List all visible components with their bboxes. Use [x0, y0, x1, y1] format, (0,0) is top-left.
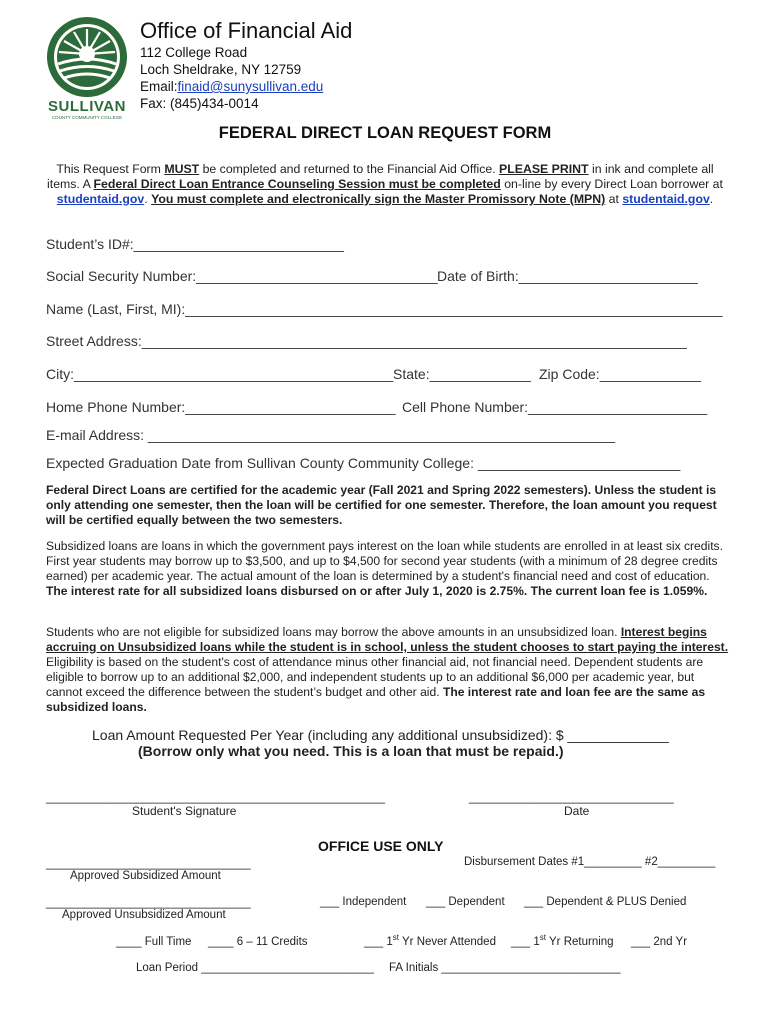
- address-line-1: 112 College Road: [140, 45, 248, 60]
- first-year-returning-checkbox[interactable]: [511, 933, 614, 948]
- first-year-never-attended-checkbox[interactable]: [364, 933, 496, 948]
- loan-amount-field[interactable]: Loan Amount Requested Per Year (including any additional unsubsidized): $ _____________: [92, 727, 669, 743]
- ssn-field[interactable]: Social Security Number:_______________________________: [46, 268, 438, 284]
- logo-text: SULLIVAN: [48, 98, 126, 115]
- email-field[interactable]: E-mail Address: ____________________________________________________________: [46, 427, 616, 443]
- state-field[interactable]: State:_____________: [393, 366, 531, 382]
- intro-text: This Request Form: [56, 162, 165, 176]
- never-attended-sup: st: [392, 933, 400, 943]
- student-id-field[interactable]: Student’s ID#:___________________________: [46, 236, 344, 252]
- subsidized-interest-text: The interest rate for all subsidized loans disbursed on or after July 1, 2020 is 2.75%. The current loan fee is 1.059%.: [46, 584, 708, 598]
- second-year-checkbox[interactable]: ___ 2nd Yr: [631, 936, 688, 948]
- unsubsidized-rate-text: The interest rate and loan fee are the same as subsidized loans.: [46, 685, 706, 714]
- unsubsidized-eligibility-text: Eligibility is based on the student's cost of attendance minus other financial aid, not financial need. Dependent students are eligible to borrow up to an additional $2,000, and independent students up to an additional $6,000 per academic year, but cannot exceed the difference between the student’s budget and other aid.: [46, 655, 704, 699]
- mpn-emphasis: You must complete and electronically sign the Master Promissory Note (MPN): [151, 192, 606, 206]
- must-emphasis: MUST: [164, 162, 200, 176]
- certification-paragraph: Federal Direct Loans are certified for the academic year (Fall 2021 and Spring 2022 semesters). Unless the student is only attending one semester, then the loan will be certified for one semester. Therefore, the loan amount you request will be certified equally between the two semesters.: [46, 483, 717, 527]
- studentaid-link-2[interactable]: studentaid.gov: [622, 192, 710, 206]
- email-link[interactable]: finaid@sunysullivan.edu: [177, 79, 324, 94]
- approved-unsubsidized-label: Approved Unsubsidized Amount: [62, 909, 226, 921]
- office-title: Office of Financial Aid: [140, 18, 353, 43]
- home-phone-field[interactable]: Home Phone Number:___________________________: [46, 399, 396, 415]
- form-title: FEDERAL DIRECT LOAN REQUEST FORM: [218, 124, 552, 142]
- approved-subsidized-line[interactable]: ________________________________: [46, 858, 251, 870]
- dependent-plus-denied-checkbox[interactable]: ___ Dependent & PLUS Denied: [524, 896, 687, 908]
- approved-unsubsidized-line[interactable]: ________________________________: [46, 897, 251, 909]
- never-attended-text: Yr Never Attended: [399, 936, 496, 948]
- date-label: Date: [564, 804, 590, 818]
- returning-text: Yr Returning: [546, 936, 614, 948]
- address-line-2: Loch Sheldrake, NY 12759: [140, 62, 302, 77]
- street-address-field[interactable]: Street Address:______________________________________________________________________: [46, 333, 687, 349]
- name-field[interactable]: Name (Last, First, MI):_____________________________________________________________________: [46, 301, 723, 317]
- cell-phone-field[interactable]: Cell Phone Number:_______________________: [402, 399, 708, 415]
- subsidized-text: Subsidized loans are loans in which the government pays interest on the loan while students are enrolled in at least six credits. First year students may borrow up to $3,500, and up to $4,500 for second year students (with a minimum of 28 degree credits earned) per academic year. The actual amount of the loan is determined by a student's financial need and cost of education.: [46, 539, 723, 583]
- independent-checkbox[interactable]: ___ Independent: [320, 896, 407, 908]
- loan-repay-note: (Borrow only what you need. This is a loan that must be repaid.): [138, 743, 564, 759]
- subsidized-paragraph: [46, 539, 730, 599]
- intro-text: at: [605, 192, 623, 206]
- approved-subsidized-label: Approved Subsidized Amount: [70, 870, 221, 882]
- disbursement-dates-field[interactable]: Disbursement Dates #1_________ #2_________: [464, 856, 716, 868]
- intro-text: .: [709, 192, 714, 206]
- logo-subtext: COUNTY COMMUNITY COLLEGE: [51, 115, 123, 120]
- returning-text: ___ 1: [511, 936, 540, 948]
- email-label: Email:: [140, 79, 178, 94]
- fa-initials-field[interactable]: FA Initials ____________________________: [389, 962, 621, 974]
- intro-text: be completed and returned to the Financial Aid Office.: [199, 162, 500, 176]
- college-logo: [44, 14, 130, 120]
- intro-text: on-line by every Direct Loan borrower at: [500, 177, 723, 191]
- full-time-checkbox[interactable]: ____ Full Time: [116, 936, 192, 948]
- city-field[interactable]: City:_________________________________________: [46, 366, 394, 382]
- never-attended-text: ___ 1: [364, 936, 393, 948]
- intro-text: in ink and complete all items. A: [47, 162, 714, 191]
- intro-text: .: [144, 192, 152, 206]
- studentaid-link-1[interactable]: studentaid.gov: [56, 192, 145, 206]
- intro-paragraph: [40, 162, 730, 207]
- graduation-date-field[interactable]: Expected Graduation Date from Sullivan County Community College: __________________________: [46, 455, 681, 471]
- credits-checkbox[interactable]: ____ 6 – 11 Credits: [208, 936, 308, 948]
- signature-line[interactable]: _____________________________________________________: [46, 792, 385, 804]
- returning-sup: st: [539, 933, 547, 943]
- email-line: [140, 79, 323, 94]
- unsubsidized-text: Students who are not eligible for subsidized loans may borrow the above amounts in an unsubsidized loan.: [46, 625, 621, 639]
- date-line[interactable]: ________________________________: [469, 792, 674, 804]
- zip-code-field[interactable]: Zip Code:_____________: [539, 366, 701, 382]
- fax-line: Fax: (845)434-0014: [140, 96, 259, 111]
- loan-period-field[interactable]: Loan Period ___________________________: [136, 962, 374, 974]
- entrance-counseling-emphasis: Federal Direct Loan Entrance Counseling Session must be completed: [93, 177, 501, 191]
- office-use-title: OFFICE USE ONLY: [318, 838, 444, 854]
- unsubsidized-interest-text: Interest begins accruing on Unsubsidized loans while the student is in school, unless the student chooses to start paying the interest.: [46, 625, 729, 654]
- dob-field[interactable]: Date of Birth:_______________________: [437, 268, 698, 284]
- unsubsidized-paragraph: [46, 625, 730, 715]
- dependent-checkbox[interactable]: ___ Dependent: [426, 896, 505, 908]
- signature-label: Student's Signature: [132, 804, 237, 818]
- please-print-emphasis: PLEASE PRINT: [499, 162, 589, 176]
- sullivan-seal-icon: [44, 14, 130, 100]
